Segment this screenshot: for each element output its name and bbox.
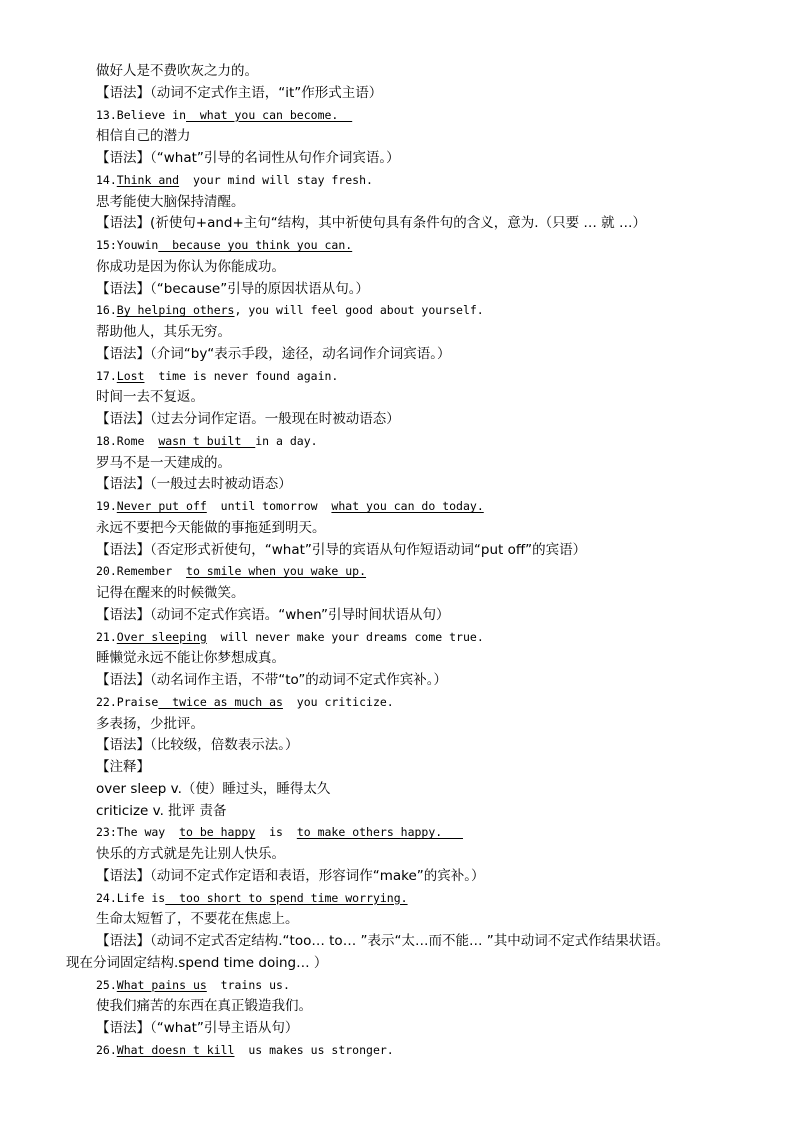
text-line (96, 170, 373, 190)
text-segment: time is never found again. (144, 368, 339, 383)
text-line (96, 453, 231, 473)
text-segment: 14. (96, 172, 117, 187)
underlined-text: to be happy (179, 825, 256, 840)
underlined-text: Think and (116, 172, 180, 187)
text-line (96, 126, 191, 146)
text-segment: 26. (96, 1042, 117, 1057)
text-segment: 【语法】（动词不定式否定结构.“too… to… ”表示“太…而不能… ”其中动词不定式作结果状语。 (96, 933, 670, 949)
text-line (96, 975, 290, 995)
text-segment: 【语法】（动词不定式作主语，“it”作形式主语） (96, 84, 383, 101)
text-segment: 【语法】(祈使句+and+主句“结构，其中祈使句具有条件句的含义，意为.（只要 … 就 …） (96, 215, 646, 232)
text-line (96, 801, 226, 821)
text-line (96, 496, 484, 516)
text-segment: 睡懒觉永远不能让你梦想成真。 (96, 650, 285, 667)
text-line (96, 61, 258, 81)
text-line (96, 431, 318, 451)
text-segment: 生命太短暂了，不要花在焦虑上。 (96, 911, 299, 928)
underlined-text: what you can do today. (331, 499, 484, 513)
text-segment: 【语法】（过去分词作定语。一般现在时被动语态） (96, 411, 400, 427)
text-segment: 【语法】（比较级，倍数表示法。） (96, 737, 299, 754)
underlined-text: to smile when you wake up. (186, 564, 367, 579)
text-segment: trains us. (206, 977, 290, 992)
text-line (96, 670, 447, 690)
text-segment: 时间一去不复返。 (96, 389, 204, 406)
text-line (96, 583, 245, 603)
text-line (96, 540, 586, 560)
text-line (96, 387, 204, 407)
text-line (96, 213, 646, 233)
text-line (96, 909, 299, 929)
text-segment: 思考能使大脑保持清醒。 (96, 193, 245, 210)
text-line (96, 648, 285, 668)
text-segment: 现在分词固定结构.spend time doing… ） (66, 954, 328, 971)
text-line (96, 627, 484, 647)
text-line (96, 192, 245, 212)
text-line (96, 344, 451, 364)
underlined-text: to make others happy. (296, 825, 463, 840)
text-line (96, 1018, 298, 1038)
text-segment: 【语法】（动词不定式作定语和表语，形容词作“make”的宾补。） (96, 867, 485, 884)
text-line (66, 953, 327, 973)
text-segment: 22.Praise (96, 694, 159, 709)
text-line (96, 996, 312, 1016)
underlined-text: By helping others (116, 303, 235, 318)
text-line (96, 779, 330, 799)
text-segment: 你成功是因为你认为你能成功。 (96, 258, 285, 275)
underlined-text: Lost (116, 368, 145, 383)
underlined-text: what you can become. (186, 107, 353, 122)
text-line (96, 322, 231, 342)
text-segment: 18.Rome (96, 433, 159, 448)
text-segment: 15:Youwin (96, 238, 159, 252)
text-segment: 21. (96, 629, 117, 644)
text-segment: 多表扬，少批评。 (96, 715, 204, 732)
text-line (96, 366, 338, 386)
underlined-text: Never put off (116, 499, 207, 513)
text-line (96, 474, 292, 494)
text-line (96, 844, 285, 864)
text-segment: 帮助他人，其乐无穷。 (96, 324, 231, 340)
text-segment: is (255, 825, 297, 840)
text-segment: 【注释】 (96, 759, 150, 775)
text-segment: 做好人是不费吹灰之力的。 (96, 63, 258, 79)
underlined-text: Over sleeping (116, 629, 207, 644)
text-segment: 记得在醒来的时候微笑。 (96, 585, 245, 601)
underlined-text: What doesn t kill (116, 1042, 235, 1057)
text-segment: 16. (96, 303, 117, 318)
text-segment: us makes us stronger. (234, 1042, 394, 1057)
text-segment: your mind will stay fresh. (179, 172, 373, 187)
text-line (96, 1040, 394, 1060)
text-segment: 快乐的方式就是先让别人快乐。 (96, 846, 285, 862)
text-segment: 23:The way (96, 825, 180, 840)
text-segment: 【语法】（“what”引导主语从句） (96, 1020, 299, 1036)
text-line (96, 757, 150, 777)
text-segment: 25. (96, 977, 117, 992)
text-line (96, 822, 463, 842)
underlined-text: because you think you can. (158, 238, 353, 252)
text-segment: , you will feel good about yourself. (234, 303, 484, 318)
text-segment: 24.Life is (96, 890, 166, 905)
text-segment: over sleep v.（使）睡过头，睡得太久 (96, 780, 331, 797)
text-segment: criticize v. 批评 责备 (96, 802, 227, 819)
text-segment: 【语法】（“what”引导的名词性从句作介词宾语。） (96, 150, 400, 166)
text-line (96, 257, 285, 277)
text-line (96, 866, 485, 886)
text-segment: 相信自己的潜力 (96, 128, 191, 145)
text-line (96, 279, 369, 299)
text-line (96, 300, 484, 320)
text-segment: 使我们痛苦的东西在真正锻造我们。 (96, 998, 312, 1015)
text-line (96, 83, 382, 103)
text-line (96, 105, 352, 125)
text-segment: 罗马不是一天建成的。 (96, 454, 231, 471)
text-line (96, 561, 366, 581)
underlined-text: What pains us (116, 977, 207, 992)
text-line (96, 735, 299, 755)
text-segment: 13.Believe in (96, 107, 187, 122)
text-segment: you criticize. (282, 694, 394, 709)
text-segment: 【语法】（动词不定式作宾语。“when”引导时间状语从句） (96, 606, 450, 623)
text-segment: 【语法】（“because”引导的原因状语从句。） (96, 280, 369, 297)
text-segment: 【语法】（动名词作主语，不带“to”的动词不定式作宾补。） (96, 672, 448, 688)
underlined-text: wasn t built (158, 433, 256, 448)
text-line (96, 888, 408, 908)
text-segment: 19. (96, 499, 117, 513)
text-segment: will never make your dreams come true. (206, 629, 484, 644)
text-segment: 永远不要把今天能做的事拖延到明天。 (96, 519, 326, 536)
text-line (96, 518, 326, 538)
text-line (96, 931, 669, 951)
text-segment: 【语法】（一般过去时被动语态） (96, 476, 292, 493)
text-line (96, 692, 394, 712)
text-segment: 【语法】（否定形式祈使句，“what”引导的宾语从句作短语动词“put off”的宾语） (96, 541, 587, 558)
text-line (96, 235, 352, 255)
text-segment: 【语法】（介词“by“表示手段，途径，动名词作介词宾语。） (96, 345, 451, 362)
text-segment: in a day. (255, 433, 318, 448)
text-line (96, 605, 449, 625)
underlined-text: too short to spend time worrying. (165, 890, 408, 905)
text-line (96, 148, 400, 168)
text-line (96, 714, 204, 734)
text-line (96, 409, 400, 429)
text-segment: until tomorrow (206, 499, 332, 513)
text-segment: 17. (96, 368, 117, 383)
text-segment: 20.Remember (96, 564, 187, 579)
underlined-text: twice as much as (158, 694, 283, 709)
